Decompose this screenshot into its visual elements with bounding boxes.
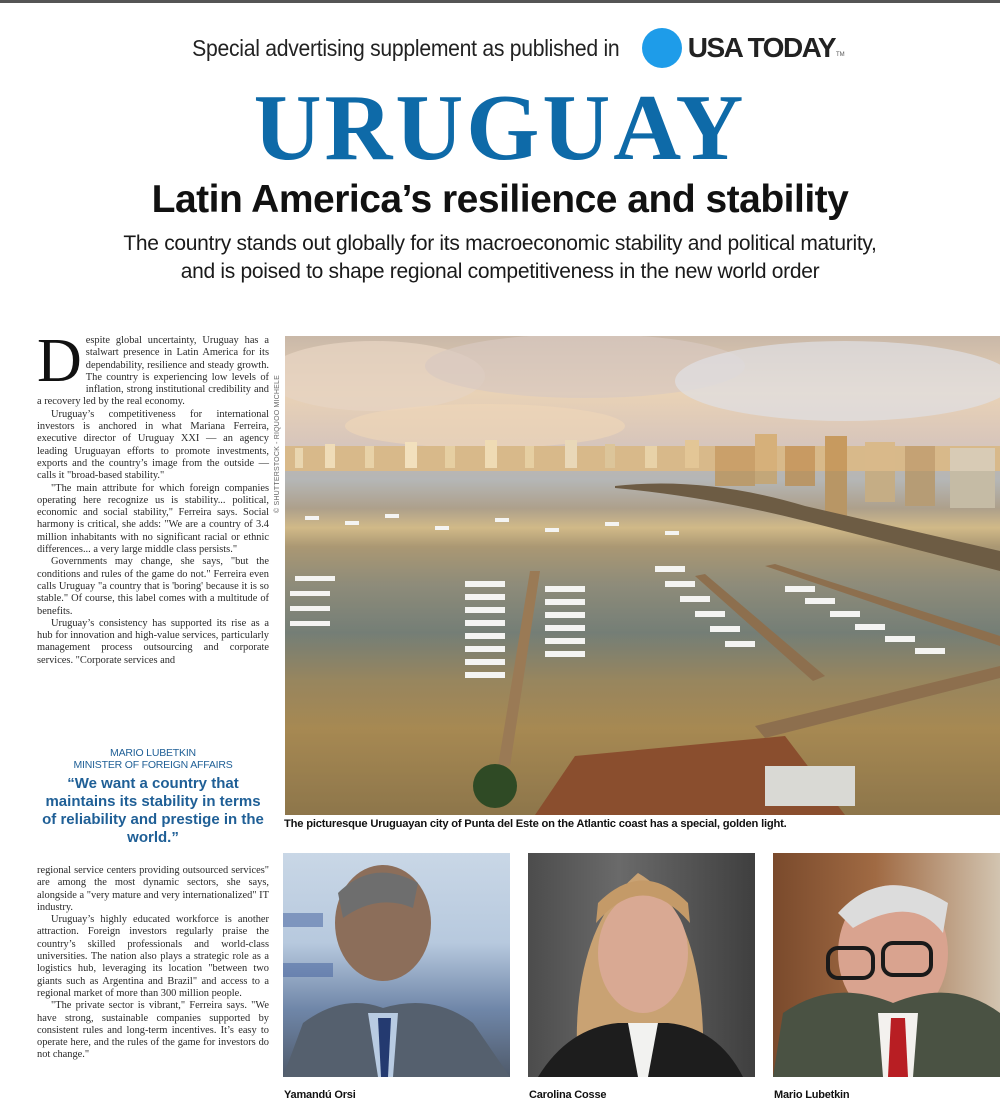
page-subtitle: Latin America’s resilience and stability [151,178,849,221]
portrait-carolina-cosse [528,853,755,1077]
trademark-mark: TM [836,52,845,58]
hero-photo-punta-del-este [285,336,1000,815]
photo-caption: The picturesque Uruguayan city of Punta del Este on the Atlantic coast has a special, golden light. [284,818,787,830]
drop-cap: D [37,327,82,395]
top-rule [0,0,1000,3]
usa-today-wordmark: USA TODAY [687,32,835,63]
article-paragraph: Governments may change, she says, "but the conditions and rules of the game do not." Ferreira even calls Uruguay "a country that is 'boring' because it is so stable." Of course, this label comes with a multitude of benefits. [37,556,269,617]
usa-today-logo [642,28,845,68]
article-paragraph: Uruguay’s consistency has supported its rise as a hub for innovation and high-value services, particularly management process outsourcing and corporate services. "Corporate services and [37,617,269,666]
portrait-name-yamandu-orsi: Yamandú Orsi [284,1089,356,1098]
article-paragraph: Uruguay’s competitiveness for international investors is anchored in what Mariana Ferreira, executive director of Uruguay XXI — an agency leading Uruguayan efforts to promote investments, exports and the country’s image from the outside — calls it "broad-based stability." [37,408,269,482]
portrait-yamandu-orsi [283,853,510,1077]
portrait-name-carolina-cosse: Carolina Cosse [529,1089,607,1098]
usa-today-dot-icon [642,28,682,68]
article-column-bottom [37,865,269,1062]
article-paragraph: "The private sector is vibrant," Ferreira says. "We have strong, sustainable companies supported by consistent rules and long-term incentives. It’s easy to operate here, and the rules of the game for investors do not change." [37,1000,269,1061]
deck-line-1: The country stands out globally for its macroeconomic stability and political maturity, [123,232,877,255]
article-paragraph: regional service centers providing outsourced services" are among the most dynamic sectors, she says, alongside a "very mature and very internationalized" IT industry. [37,865,269,913]
supplement-banner [0,24,1000,72]
pull-quote-text: “We want a country that maintains its stability in terms of reliability and prestige in the world.” [42,775,264,846]
photo-credit: © SHUTTERSTOCK - RIQUOO MICHELE [274,374,281,513]
portrait-name-mario-lubetkin: Mario Lubetkin [774,1089,850,1098]
article-paragraph: "The main attribute for which foreign companies operating here recognize us is stability... political, economic and social stability," Ferreira says. Social harmony is critical, she adds: "We are a country of 3.4 million inhabitants with no significant racial or ethnic differences... a very large middle class persists." [37,482,269,556]
deck [60,230,940,286]
article-paragraph: Despite global uncertainty, Uruguay has a stalwart presence in Latin America for its dependability, resilience and steady growth. The country is experiencing low levels of inflation, strong institutional credibility and a recovery led by the real economy. [37,327,269,408]
page-title: URUGUAY [253,76,747,180]
pull-quote [37,747,269,847]
portrait-mario-lubetkin [773,853,1000,1077]
supplement-text: Special advertising supplement as published in [192,34,620,61]
deck-line-2: and is poised to shape regional competitiveness in the new world order [180,260,820,283]
pull-quote-name: MARIO LUBETKIN [110,747,196,759]
pull-quote-role: MINISTER OF FOREIGN AFFAIRS [73,759,233,771]
article-column-top [37,327,269,667]
article-paragraph: Uruguay’s highly educated workforce is another attraction. Foreign investors regularly praise the country’s skilled professionals and world-class universities. The nation also plays a strategic role as a logistics hub, leveraging its location "between two giants such as Argentina and Brazil" and access to a regional market of more than 300 million people. [37,914,269,999]
marina-illustration [285,336,1000,815]
